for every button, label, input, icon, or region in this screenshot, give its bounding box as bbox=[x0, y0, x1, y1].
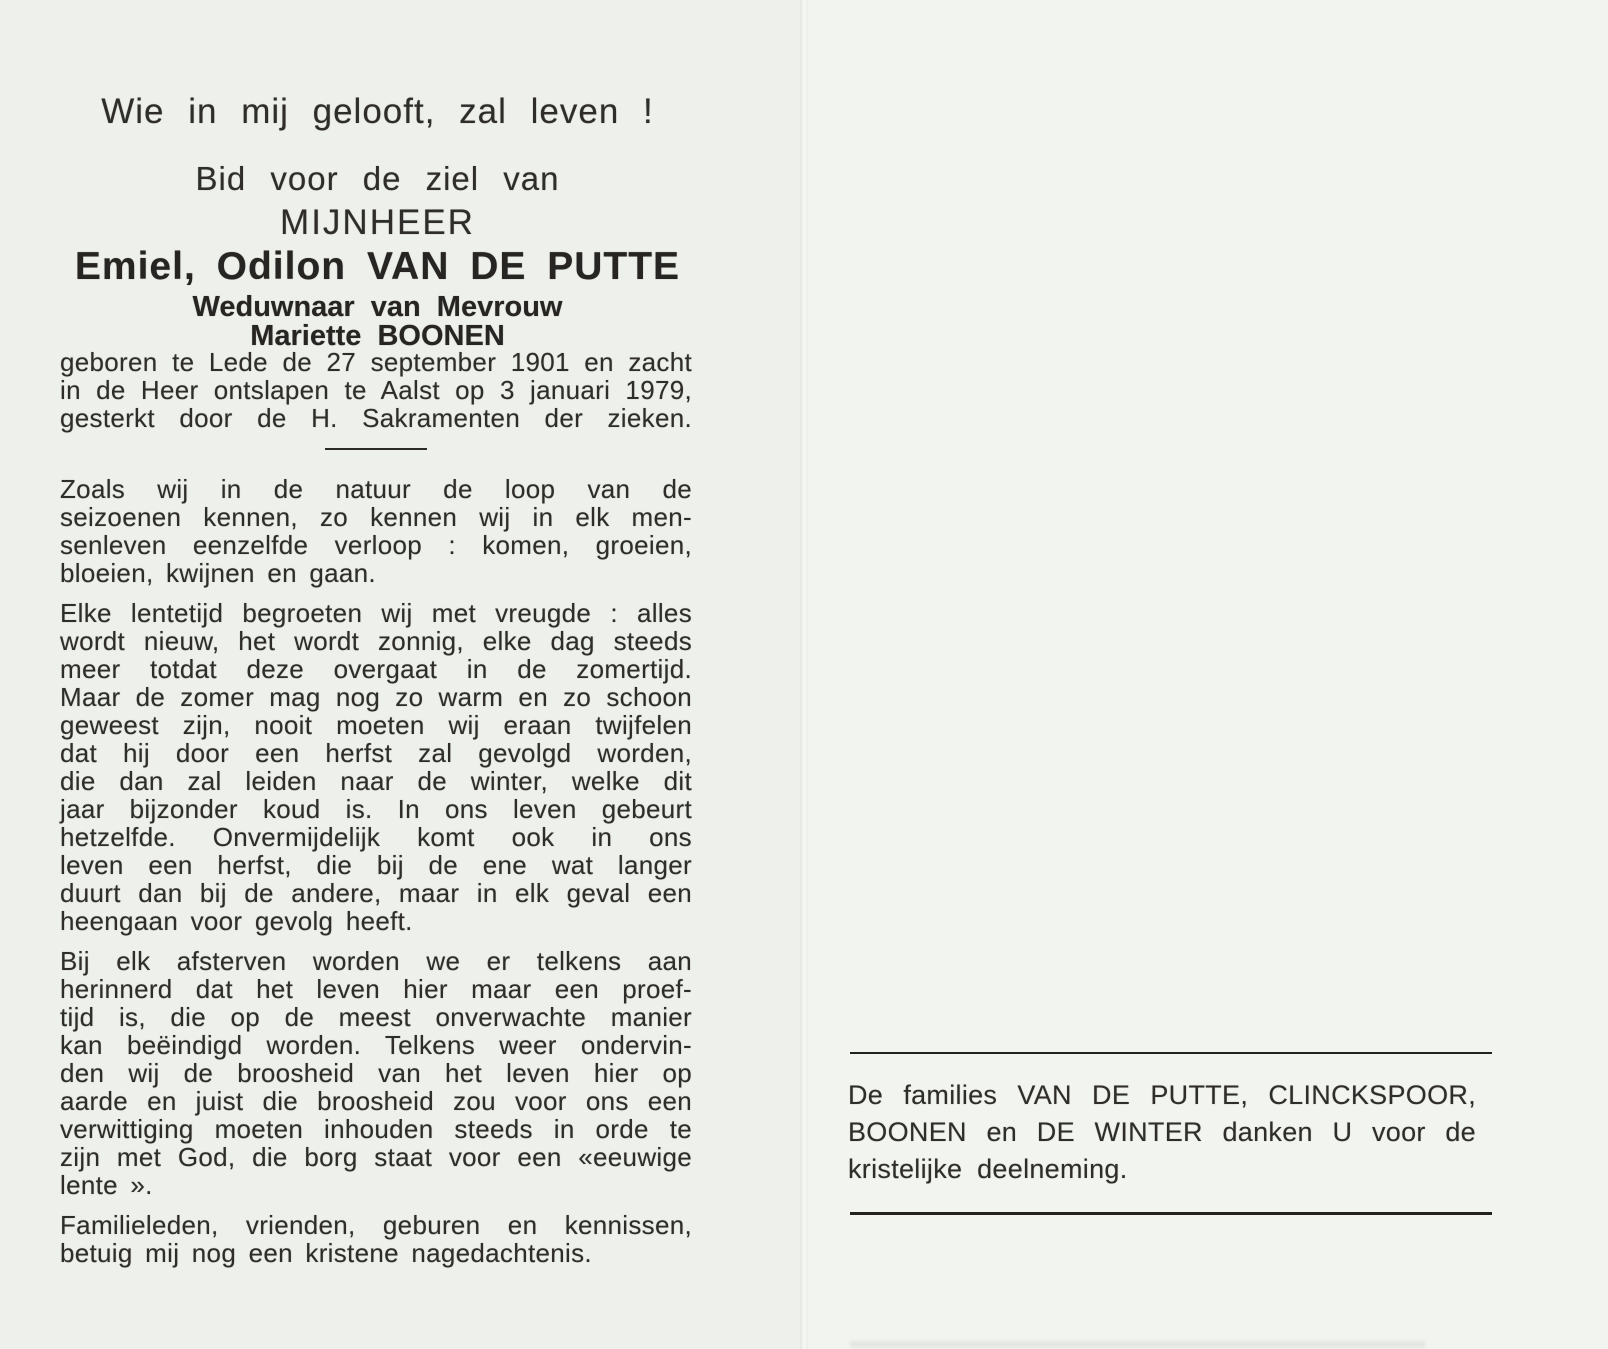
text-line: De families VAN DE PUTTE, CLINCKSPOOR, bbox=[848, 1080, 1476, 1110]
text-line: meer totdat deze overgaat in de zomertijd. bbox=[60, 654, 692, 684]
text-line: Maar de zomer mag nog zo warm en zo schoon bbox=[60, 682, 692, 712]
text-line: senleven eenzelfde verloop : komen, groeien, bbox=[60, 530, 692, 560]
text-line: kristelijke deelneming. bbox=[848, 1154, 1128, 1184]
text-line: den wij de broosheid van het leven hier op bbox=[60, 1058, 692, 1088]
thanks-rule-top bbox=[850, 1052, 1492, 1054]
closing-paragraph bbox=[60, 1211, 692, 1267]
text-line: aarde en juist die broosheid zou voor ons een bbox=[60, 1086, 692, 1116]
text-line: betuig mij nog een kristene nagedachtenis. bbox=[60, 1238, 592, 1268]
salutation-line: MIJNHEER bbox=[280, 203, 475, 242]
text-line: Familieleden, vrienden, geburen en kennissen, bbox=[60, 1210, 692, 1240]
text-line: die dan zal leiden naar de winter, welke dit bbox=[60, 766, 692, 796]
family-thanks-paragraph bbox=[848, 1077, 1476, 1188]
text-line: zijn met God, die borg staat voor een «eeuwige bbox=[60, 1142, 692, 1172]
widower-line: Weduwnaar van Mevrouw bbox=[192, 291, 563, 323]
text-line: dat hij door een herfst zal gevolgd worden, bbox=[60, 738, 692, 768]
text-line: verwittiging moeten inhouden steeds in orde te bbox=[60, 1114, 692, 1144]
birth-death-paragraph bbox=[60, 348, 692, 432]
divider-rule bbox=[325, 448, 427, 450]
text-line: jaar bijzonder koud is. In ons leven gebeurt bbox=[60, 794, 692, 824]
scan-smudge bbox=[850, 1342, 1425, 1347]
thanks-rule-bottom bbox=[850, 1212, 1492, 1215]
text-line: gesterkt door de H. Sakramenten der zieken. bbox=[60, 403, 692, 433]
text-line: Bij elk afsterven worden we er telkens aan bbox=[60, 946, 692, 976]
text-line: in de Heer ontslapen te Aalst op 3 januari 1979, bbox=[60, 375, 692, 405]
text-line: wordt nieuw, het wordt zonnig, elke dag steeds bbox=[60, 626, 692, 656]
meditation-paragraph bbox=[60, 947, 692, 1199]
text-line: tijd is, die op de meest onverwachte manier bbox=[60, 1002, 692, 1032]
motto-line: Wie in mij gelooft, zal leven ! bbox=[101, 92, 654, 131]
text-line: herinnerd dat het leven hier maar een proef- bbox=[60, 974, 692, 1004]
text-line: lente ». bbox=[60, 1170, 153, 1200]
text-line: heengaan voor gevolg heeft. bbox=[60, 906, 413, 936]
left-page-body bbox=[60, 348, 692, 1267]
text-line: seizoenen kennen, zo kennen wij in elk men- bbox=[60, 502, 692, 532]
intro-line: Bid voor de ziel van bbox=[195, 160, 560, 197]
text-line: geboren te Lede de 27 september 1901 en zacht bbox=[60, 347, 692, 377]
meditation-paragraph bbox=[60, 475, 692, 587]
text-line: kan beëindigd worden. Telkens weer ondervin- bbox=[60, 1030, 692, 1060]
text-line: Elke lentetijd begroeten wij met vreugde : alles bbox=[60, 598, 692, 628]
text-line: leven een herfst, die bij de ene wat langer bbox=[60, 850, 692, 880]
text-line: duurt dan bij de andere, maar in elk geval een bbox=[60, 878, 692, 908]
deceased-name: Emiel, Odilon VAN DE PUTTE bbox=[74, 245, 681, 288]
text-line: Zoals wij in de natuur de loop van de bbox=[60, 474, 692, 504]
fold-seam bbox=[800, 0, 808, 1349]
meditation-paragraph bbox=[60, 599, 692, 935]
text-line: geweest zijn, nooit moeten wij eraan twijfelen bbox=[60, 710, 692, 740]
text-line: hetzelfde. Onvermijdelijk komt ook in ons bbox=[60, 822, 692, 852]
spouse-name: Mariette BOONEN bbox=[250, 320, 505, 352]
text-line: BOONEN en DE WINTER danken U voor de bbox=[848, 1117, 1476, 1147]
text-line: bloeien, kwijnen en gaan. bbox=[60, 558, 376, 588]
